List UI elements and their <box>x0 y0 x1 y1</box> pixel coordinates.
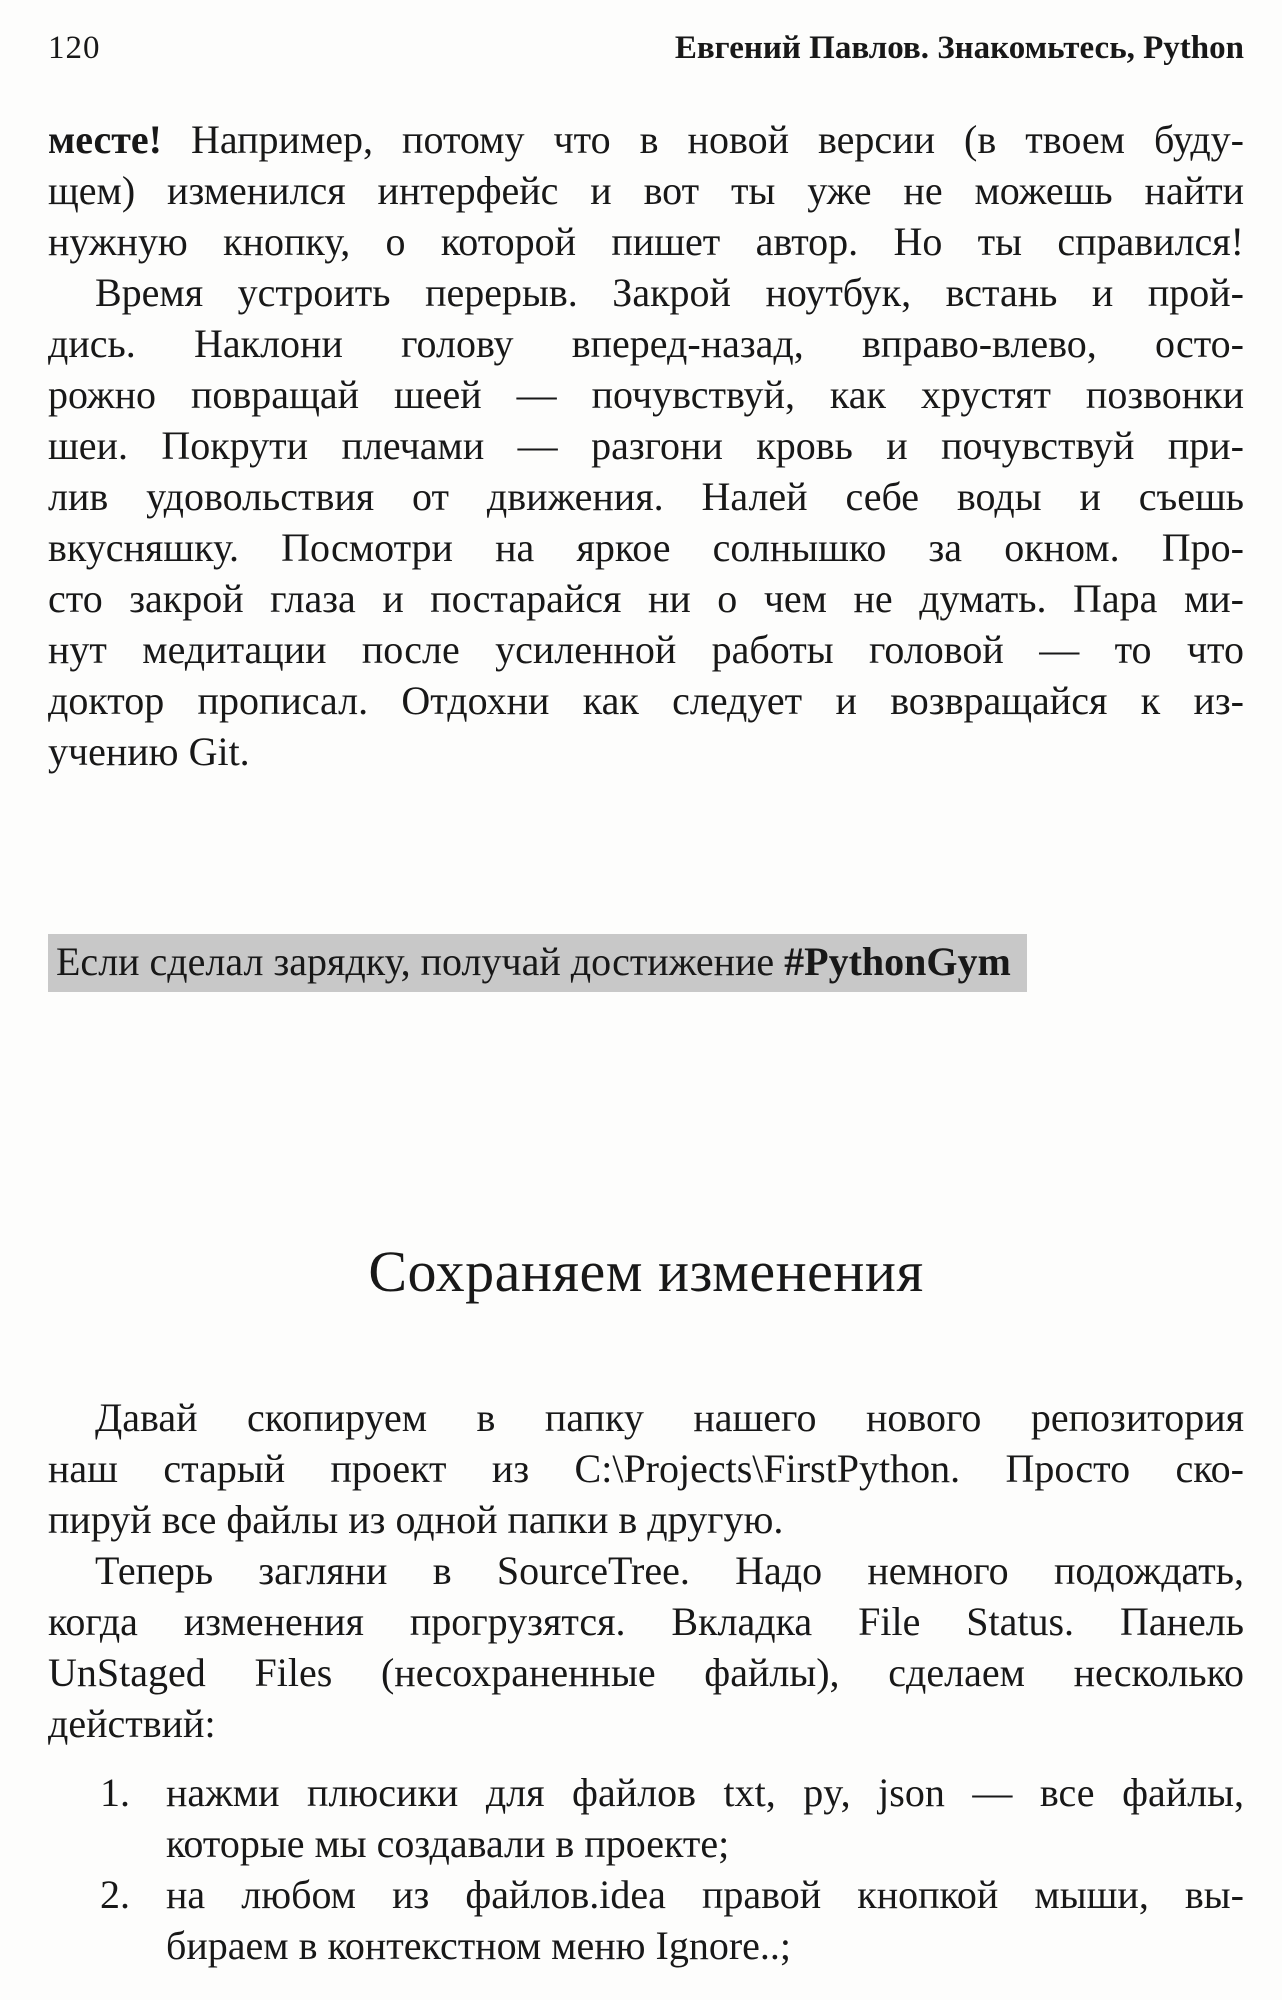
text-line: рожно повращай шеей — почувствуй, как хрустят позвонки <box>48 372 1244 417</box>
text-line: Теперь загляни в SourceTree. Надо немного подождать, <box>95 1548 1244 1593</box>
text-line: действий: <box>48 1701 216 1746</box>
text-line: пируй все файлы из одной папки в другую. <box>48 1497 784 1542</box>
running-title: Евгений Павлов. Знакомьтесь, Python <box>674 30 1244 66</box>
text-line: лив удовольствия от движения. Налей себе воды и съешь <box>48 474 1244 519</box>
text-line: шеи. Покрути плечами — разгони кровь и почувствуй при- <box>48 423 1244 468</box>
paragraph-copy-project <box>48 1392 1244 1545</box>
list-item <box>100 1869 1244 1971</box>
callout-hashtag: #PythonGym <box>784 939 1011 984</box>
text-line: которые мы создавали в проекте; <box>166 1821 730 1866</box>
achievement-callout <box>48 934 1027 992</box>
text-line: нут медитации после усиленной работы головой — то что <box>48 627 1244 672</box>
list-item <box>100 1767 1244 1869</box>
text-line: наш старый проект из C:\Projects\FirstPython. Просто ско- <box>48 1446 1244 1491</box>
page-body <box>48 114 1244 1971</box>
text-line: на любом из файлов.idea правой кнопкой мыши, вы- <box>166 1872 1244 1917</box>
lead-rest-text: Например, потому что в новой версии (в твоем буду- <box>161 117 1244 162</box>
list-item-text <box>166 1767 1244 1869</box>
page-number: 120 <box>48 30 101 66</box>
text-line: учению Git. <box>48 729 250 774</box>
text-line: щем) изменился интерфейс и вот ты уже не можешь найти <box>48 168 1244 213</box>
callout-text: Если сделал зарядку, получай достижение <box>56 939 785 984</box>
text-line: Давай скопируем в папку нашего нового репозитория <box>95 1395 1244 1440</box>
paragraph-lines <box>48 165 1244 267</box>
paragraph-break-rest <box>48 267 1244 777</box>
text-line: бираем в контекстном меню Ignore..; <box>166 1923 791 1968</box>
text-line: сто закрой глаза и постарайся ни о чем не думать. Пара ми- <box>48 576 1244 621</box>
numbered-list <box>48 1767 1244 1971</box>
running-header <box>48 26 1244 70</box>
text-line <box>48 114 1244 165</box>
text-line: дись. Наклони голову вперед-назад, вправо-влево, осто- <box>48 321 1244 366</box>
text-line: нужную кнопку, о которой пишет автор. Но ты справился! <box>48 219 1244 264</box>
text-line: когда изменения прогрузятся. Вкладка File Status. Панель <box>48 1599 1244 1644</box>
paragraph-sourcetree <box>48 1545 1244 1749</box>
text-line: нажми плюсики для файлов txt, py, json — все файлы, <box>166 1770 1244 1815</box>
achievement-callout-row <box>48 934 1244 992</box>
list-number: 2. <box>100 1872 130 1917</box>
bold-lead-word: месте! <box>48 117 162 162</box>
list-item-text <box>166 1869 1244 1971</box>
text-line: доктор прописал. Отдохни как следует и возвращайся к из- <box>48 678 1244 723</box>
text-line: Время устроить перерыв. Закрой ноутбук, встань и прой- <box>95 270 1244 315</box>
section-heading: Сохраняем изменения <box>368 1239 924 1304</box>
paragraph-continuation <box>48 114 1244 267</box>
list-number: 1. <box>100 1770 130 1815</box>
text-line: UnStaged Files (несохраненные файлы), сделаем несколько <box>48 1650 1244 1695</box>
text-line: вкусняшку. Посмотри на яркое солнышко за окном. Про- <box>48 525 1244 570</box>
